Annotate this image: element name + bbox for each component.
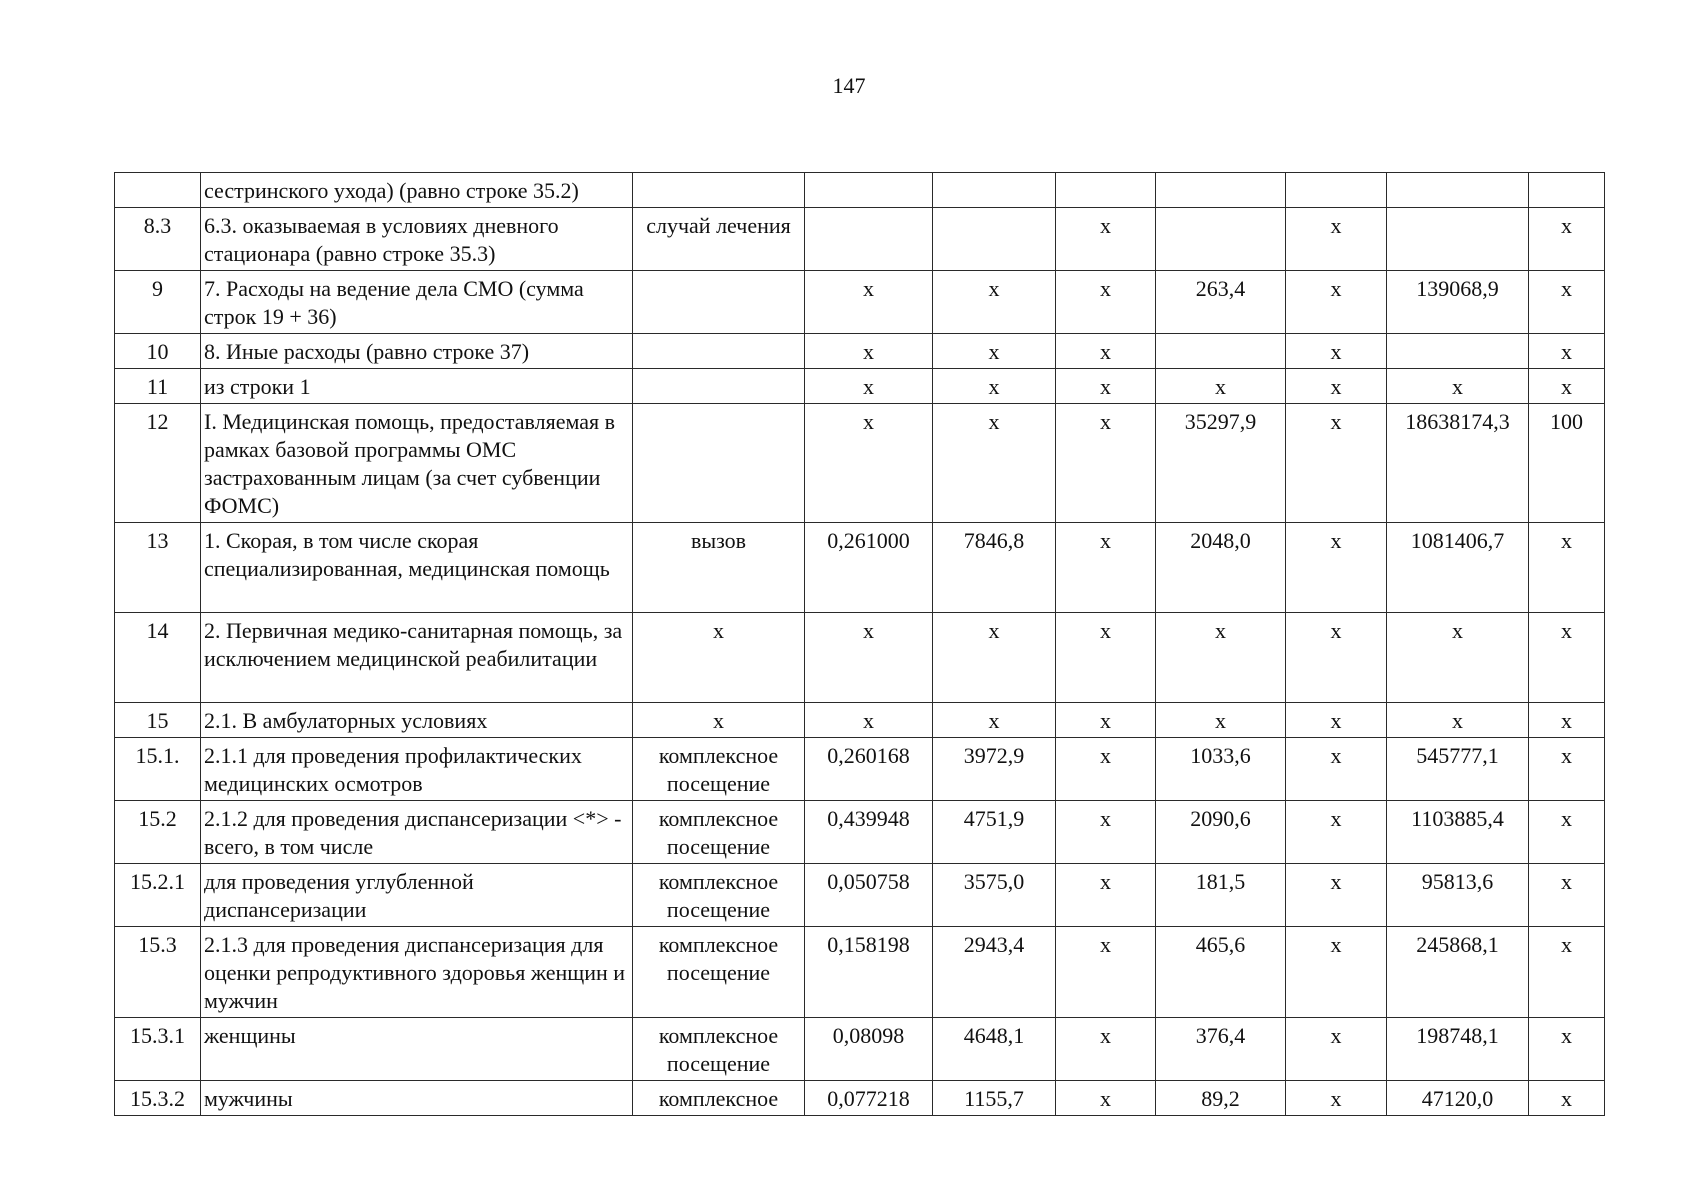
value-cell-3: х (1056, 703, 1156, 738)
row-name-cell: мужчины (201, 1081, 633, 1116)
value-cell-3: х (1056, 404, 1156, 523)
row-number-cell (115, 173, 201, 208)
row-number-cell: 13 (115, 523, 201, 613)
value-cell-5: х (1286, 369, 1387, 404)
row-name-cell: I. Медицинская помощь, предоставляемая в рамках базовой программы ОМС застрахованным лицам (за счет субвенции ФОМС) (201, 404, 633, 523)
value-cell-7: х (1529, 208, 1605, 271)
table-row (115, 1018, 1605, 1081)
row-number-cell: 15.1. (115, 738, 201, 801)
unit-cell: комплексное посещение (633, 801, 805, 864)
value-cell-5: х (1286, 801, 1387, 864)
value-cell-5: х (1286, 613, 1387, 703)
value-cell-7: х (1529, 1018, 1605, 1081)
value-cell-2: х (933, 334, 1056, 369)
table-row (115, 404, 1605, 523)
table-row (115, 334, 1605, 369)
value-cell-4: 2090,6 (1156, 801, 1286, 864)
value-cell-3: х (1056, 927, 1156, 1018)
value-cell-7: х (1529, 864, 1605, 927)
value-cell-3: х (1056, 334, 1156, 369)
value-cell-5: х (1286, 703, 1387, 738)
value-cell-4 (1156, 173, 1286, 208)
unit-cell (633, 334, 805, 369)
value-cell-7: х (1529, 271, 1605, 334)
unit-cell: комплексное посещение (633, 1018, 805, 1081)
value-cell-1: х (805, 613, 933, 703)
value-cell-6 (1387, 208, 1529, 271)
value-cell-1 (805, 208, 933, 271)
table-row (115, 613, 1605, 703)
table-row (115, 703, 1605, 738)
value-cell-5 (1286, 173, 1387, 208)
row-number-cell: 15.2 (115, 801, 201, 864)
unit-cell: х (633, 703, 805, 738)
value-cell-4 (1156, 208, 1286, 271)
table-row (115, 801, 1605, 864)
table-row (115, 1081, 1605, 1116)
value-cell-4: х (1156, 613, 1286, 703)
financing-table (114, 172, 1605, 1116)
value-cell-2: х (933, 613, 1056, 703)
row-number-cell: 12 (115, 404, 201, 523)
value-cell-4: 35297,9 (1156, 404, 1286, 523)
row-name-cell: 2.1. В амбулаторных условиях (201, 703, 633, 738)
value-cell-2 (933, 173, 1056, 208)
row-name-cell: 6.3. оказываемая в условиях дневного стационара (равно строке 35.3) (201, 208, 633, 271)
value-cell-6 (1387, 334, 1529, 369)
row-number-cell: 11 (115, 369, 201, 404)
value-cell-4: х (1156, 703, 1286, 738)
value-cell-6: 198748,1 (1387, 1018, 1529, 1081)
value-cell-1 (805, 173, 933, 208)
value-cell-6: 1103885,4 (1387, 801, 1529, 864)
value-cell-4: 465,6 (1156, 927, 1286, 1018)
unit-cell: случай лечения (633, 208, 805, 271)
value-cell-5: х (1286, 208, 1387, 271)
value-cell-5: х (1286, 864, 1387, 927)
value-cell-6: х (1387, 613, 1529, 703)
value-cell-6: 18638174,3 (1387, 404, 1529, 523)
table-row (115, 173, 1605, 208)
value-cell-4: 376,4 (1156, 1018, 1286, 1081)
value-cell-7 (1529, 173, 1605, 208)
table-row (115, 523, 1605, 613)
row-number-cell: 15.3 (115, 927, 201, 1018)
row-number-cell: 9 (115, 271, 201, 334)
value-cell-6: х (1387, 369, 1529, 404)
unit-cell (633, 271, 805, 334)
value-cell-4 (1156, 334, 1286, 369)
value-cell-4: 263,4 (1156, 271, 1286, 334)
value-cell-5: х (1286, 1081, 1387, 1116)
value-cell-5: х (1286, 404, 1387, 523)
value-cell-1: х (805, 369, 933, 404)
row-number-cell: 14 (115, 613, 201, 703)
value-cell-7: х (1529, 334, 1605, 369)
value-cell-2: х (933, 404, 1056, 523)
row-name-cell: 8. Иные расходы (равно строке 37) (201, 334, 633, 369)
unit-cell: комплексное (633, 1081, 805, 1116)
value-cell-6 (1387, 173, 1529, 208)
row-number-cell: 15.3.1 (115, 1018, 201, 1081)
value-cell-5: х (1286, 738, 1387, 801)
value-cell-6: 47120,0 (1387, 1081, 1529, 1116)
row-number-cell: 10 (115, 334, 201, 369)
value-cell-6: х (1387, 703, 1529, 738)
value-cell-1: 0,261000 (805, 523, 933, 613)
value-cell-2: х (933, 703, 1056, 738)
row-number-cell: 15 (115, 703, 201, 738)
table-row (115, 738, 1605, 801)
table-row (115, 271, 1605, 334)
value-cell-5: х (1286, 1018, 1387, 1081)
value-cell-1: 0,260168 (805, 738, 933, 801)
value-cell-1: 0,077218 (805, 1081, 933, 1116)
table-row (115, 864, 1605, 927)
value-cell-7: 100 (1529, 404, 1605, 523)
value-cell-2: 2943,4 (933, 927, 1056, 1018)
value-cell-2: 3972,9 (933, 738, 1056, 801)
value-cell-3: х (1056, 864, 1156, 927)
row-number-cell: 8.3 (115, 208, 201, 271)
value-cell-5: х (1286, 334, 1387, 369)
value-cell-3: х (1056, 1081, 1156, 1116)
table-body (115, 173, 1605, 1116)
value-cell-3: х (1056, 271, 1156, 334)
row-name-cell: 2.1.1 для проведения профилактических медицинских осмотров (201, 738, 633, 801)
value-cell-7: х (1529, 369, 1605, 404)
value-cell-6: 139068,9 (1387, 271, 1529, 334)
unit-cell: комплексное посещение (633, 738, 805, 801)
unit-cell: х (633, 613, 805, 703)
row-name-cell: 2.1.3 для проведения диспансеризация для оценки репродуктивного здоровья женщин и мужчин (201, 927, 633, 1018)
unit-cell: комплексное посещение (633, 927, 805, 1018)
value-cell-4: 89,2 (1156, 1081, 1286, 1116)
value-cell-3 (1056, 173, 1156, 208)
value-cell-3: х (1056, 738, 1156, 801)
row-name-cell: 2.1.2 для проведения диспансеризации <*> - всего, в том числе (201, 801, 633, 864)
value-cell-3: х (1056, 801, 1156, 864)
row-name-cell: 7. Расходы на ведение дела СМО (сумма строк 19 + 36) (201, 271, 633, 334)
row-name-cell: 2. Первичная медико-санитарная помощь, за исключением медицинской реабилитации (201, 613, 633, 703)
row-number-cell: 15.2.1 (115, 864, 201, 927)
row-name-cell: сестринского ухода) (равно строке 35.2) (201, 173, 633, 208)
value-cell-1: 0,050758 (805, 864, 933, 927)
value-cell-3: х (1056, 208, 1156, 271)
value-cell-1: х (805, 703, 933, 738)
value-cell-5: х (1286, 927, 1387, 1018)
value-cell-6: 545777,1 (1387, 738, 1529, 801)
value-cell-3: х (1056, 1018, 1156, 1081)
value-cell-6: 1081406,7 (1387, 523, 1529, 613)
value-cell-4: 181,5 (1156, 864, 1286, 927)
value-cell-5: х (1286, 523, 1387, 613)
value-cell-3: х (1056, 613, 1156, 703)
value-cell-6: 95813,6 (1387, 864, 1529, 927)
value-cell-7: х (1529, 703, 1605, 738)
value-cell-1: 0,08098 (805, 1018, 933, 1081)
unit-cell (633, 369, 805, 404)
value-cell-6: 245868,1 (1387, 927, 1529, 1018)
value-cell-4: 2048,0 (1156, 523, 1286, 613)
value-cell-7: х (1529, 523, 1605, 613)
value-cell-2: 1155,7 (933, 1081, 1056, 1116)
value-cell-4: 1033,6 (1156, 738, 1286, 801)
value-cell-1: х (805, 271, 933, 334)
row-name-cell: из строки 1 (201, 369, 633, 404)
value-cell-7: х (1529, 927, 1605, 1018)
value-cell-7: х (1529, 801, 1605, 864)
value-cell-4: х (1156, 369, 1286, 404)
value-cell-3: х (1056, 523, 1156, 613)
value-cell-2: х (933, 369, 1056, 404)
value-cell-7: х (1529, 738, 1605, 801)
value-cell-1: х (805, 404, 933, 523)
value-cell-2: х (933, 271, 1056, 334)
value-cell-7: х (1529, 1081, 1605, 1116)
value-cell-1: х (805, 334, 933, 369)
value-cell-2 (933, 208, 1056, 271)
value-cell-1: 0,158198 (805, 927, 933, 1018)
value-cell-7: х (1529, 613, 1605, 703)
unit-cell: комплексное посещение (633, 864, 805, 927)
table-row (115, 927, 1605, 1018)
value-cell-2: 4751,9 (933, 801, 1056, 864)
row-name-cell: женщины (201, 1018, 633, 1081)
row-name-cell: 1. Скорая, в том числе скорая специализированная, медицинская помощь (201, 523, 633, 613)
row-number-cell: 15.3.2 (115, 1081, 201, 1116)
value-cell-2: 3575,0 (933, 864, 1056, 927)
unit-cell: вызов (633, 523, 805, 613)
table-row (115, 369, 1605, 404)
unit-cell (633, 173, 805, 208)
unit-cell (633, 404, 805, 523)
row-name-cell: для проведения углубленной диспансеризации (201, 864, 633, 927)
value-cell-1: 0,439948 (805, 801, 933, 864)
page-number: 147 (832, 73, 866, 98)
value-cell-5: х (1286, 271, 1387, 334)
value-cell-2: 7846,8 (933, 523, 1056, 613)
value-cell-3: х (1056, 369, 1156, 404)
table-row (115, 208, 1605, 271)
value-cell-2: 4648,1 (933, 1018, 1056, 1081)
